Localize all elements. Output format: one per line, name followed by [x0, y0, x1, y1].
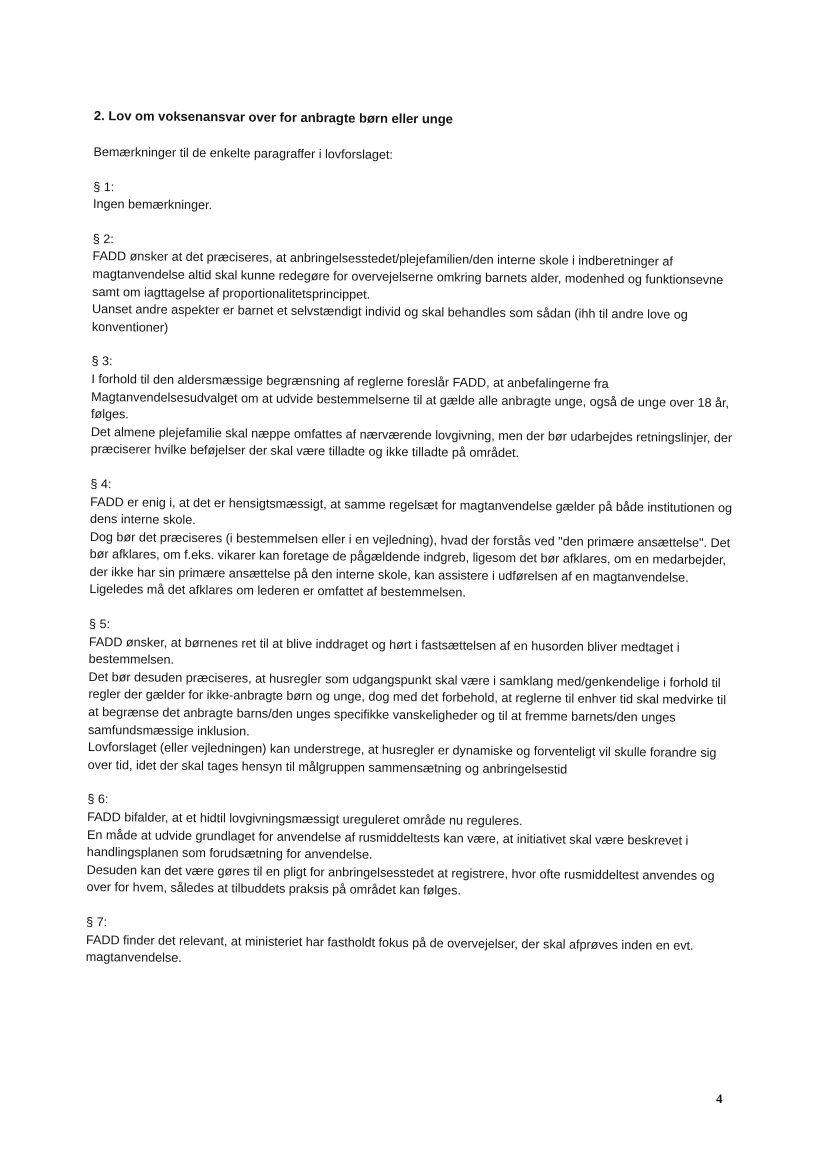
section-2	[92, 231, 743, 343]
section-label: § 3:	[91, 354, 113, 369]
intro-text: Bemærkninger til de enkelte paragraffer i lovforslaget:	[93, 144, 393, 162]
section-3	[91, 353, 742, 465]
section-paragraph: FADD finder det relevant, at ministeriet har fastholdt fokus på de overvejelser, der skal afprøves inden en evt. magtanvendelse.	[85, 932, 694, 966]
section-paragraph: En måde at udvide grundlaget for anvendelse af rusmiddeltests kan være, at initiativet skal være beskrevet i handlingsplanen som forudsætning for anvendelse.	[86, 827, 689, 862]
section-label: § 5:	[88, 617, 111, 632]
section-paragraph: FADD ønsker, at børnenes ret til at blive inddraget og hørt i fastsættelsen af en husorden bliver medtaget i bestemmelsen.	[88, 634, 680, 668]
section-4	[89, 476, 740, 605]
section-paragraph: Dog bør det præciseres (i bestemmelsen eller i en vejledning), hvad der forstås ved "den primære ansættelse". Det bør afklares, om f.eks. vikarer kan foretage de pågældende indgreb, ligesom det bør afklares, om en medarbejder, der ikke har sin primære ansættelse på den interne skole, kan assistere i udførelsen af en magtanvendelse.	[89, 529, 731, 585]
section-paragraph: FADD ønsker at det præciseres, at anbringelsesstedet/plejefamilien/den interne skole i indberetninger af magtanvendelse altid skal kunne redegøre for overvejelserne omkring barnets alder, modenhed og funktionsevne samt om iagttagelse af proportionalitetsprincippet.	[92, 249, 724, 302]
section-label: § 2:	[92, 231, 114, 246]
section-label: § 6:	[87, 792, 109, 807]
section-paragraph: Lovforslaget (eller vejledningen) kan understrege, at husregler er dynamiske og forventeligt vil skulle forandre sig over tid, idet der skal tages hensyn til målgruppen sammensætning og anbringelsestid	[87, 740, 717, 777]
document-body	[86, 107, 744, 973]
section-label: § 1:	[93, 179, 115, 194]
section-label: § 4:	[90, 476, 112, 492]
section-paragraph: FADD er enig i, at det er hensigtsmæssigt, at samme regelsæt for magtanvendelse gælder på både institutionen og dens interne skole.	[89, 494, 733, 528]
section-paragraph: Ligeledes må det afklares om lederen er omfattet af bestemmelsen.	[89, 582, 467, 601]
section-6	[86, 791, 737, 903]
section-paragraph: Uanset andre aspekter er barnet et selvstændigt individ og skal behandles som sådan (ihh til andre love og konventioner)	[91, 302, 688, 335]
section-paragraph: Det bør desuden præciseres, at husregler som udgangspunkt skal være i samklang med/genkendelige i forhold til regler der gælder for ikke-anbragte børn og unge, dog med det forbehold, at reglerne til enhver tid skal medvirke til at begrænse det anbragte barns/den unges specifikke vanskeligheder og til at fremme barnets/den unges samfundsmæssige inklusion.	[87, 669, 727, 739]
section-paragraph: Ingen bemærkninger.	[92, 197, 213, 213]
section-1	[93, 179, 743, 220]
section-7	[86, 914, 736, 973]
section-paragraph: FADD bifalder, at et hidtil lovgivningsmæssigt ureguleret område nu reguleres.	[87, 809, 523, 829]
page-number: 4	[716, 1091, 723, 1106]
document-heading: 2. Lov om voksenansvar over for anbragte børn eller unge	[93, 107, 454, 127]
section-paragraph: Desuden kan det være gøres til en pligt for anbringelsesstedet at registrere, hvor ofte rusmiddeltest anvendes og over for hvem, således at tilbuddets praksis på området kan følges.	[86, 862, 715, 898]
section-5	[88, 616, 739, 781]
section-paragraph: I forhold til den aldersmæssige begrænsning af reglerne foreslår FADD, at anbefalingerne fra Magtanvendelsesudvalget om at udvide bestemmelserne til at gælde alle anbragte unge, også de unge over 18 år, følges.	[90, 371, 730, 422]
section-paragraph: Det almene plejefamilie skal næppe omfattes af nærværende lovgivning, men der bør udarbejdes retningslinjer, der præciserer hvilke beføjelser der skal være tilladte og ikke tilladte på området.	[90, 424, 733, 461]
section-label: § 7:	[86, 914, 108, 930]
